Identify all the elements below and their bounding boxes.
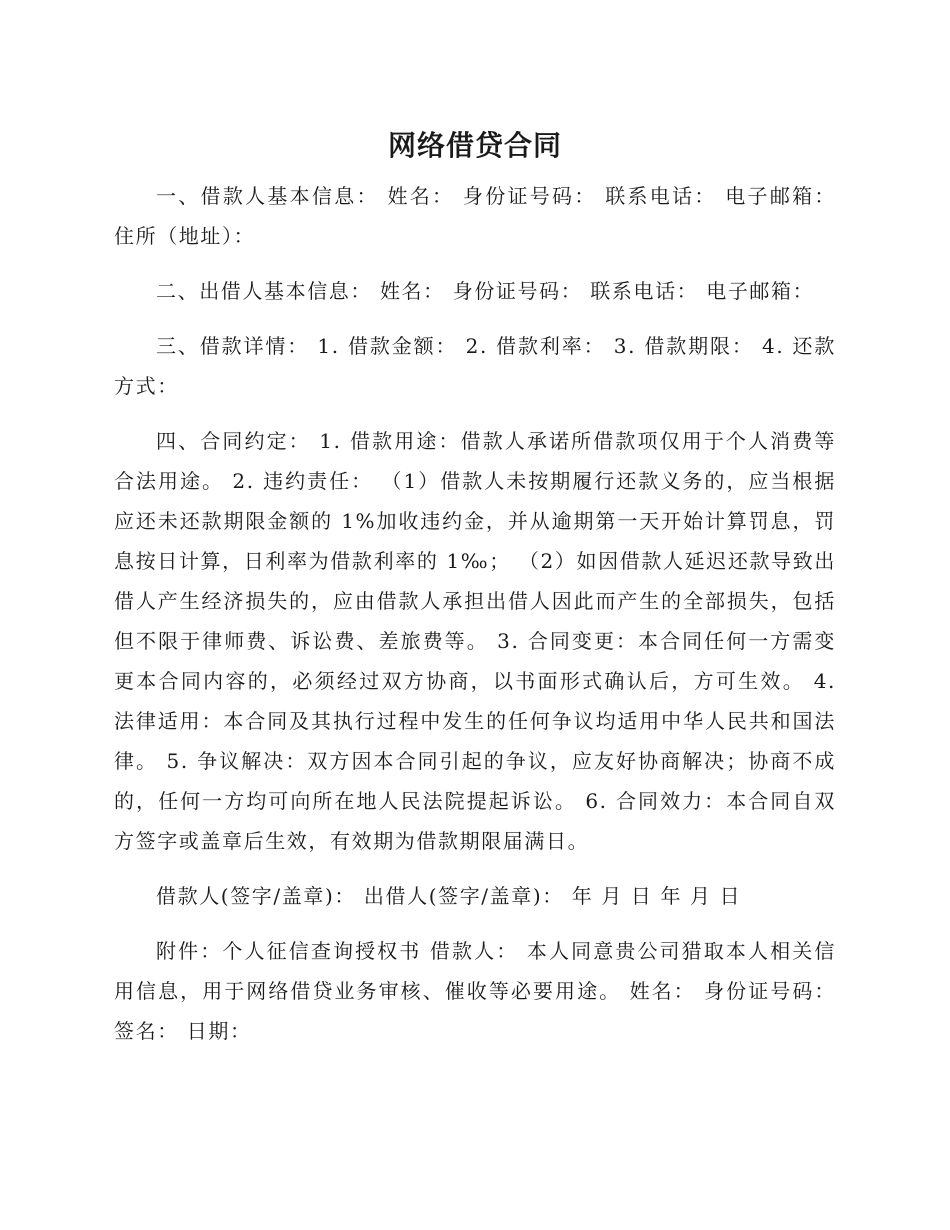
document-title: 网络借贷合同: [387, 129, 562, 162]
document-body: [114, 176, 836, 1066]
borrower-info-paragraph: 一、借款人基本信息： 姓名： 身份证号码： 联系电话： 电子邮箱： 住所（地址）：: [114, 184, 836, 248]
loan-details-paragraph: 三、借款详情： 1. 借款金额： 2. 借款利率： 3. 借款期限： 4. 还款方式：: [114, 334, 836, 398]
contract-terms-paragraph: 四、合同约定： 1. 借款用途：借款人承诺所借款项仅用于个人消费等合法用途。 2. 违约责任： （1）借款人未按期履行还款义务的，应当根据应还未还款期限金额的 1%加收违约金，并从逾期第一天开始计算罚息，罚息按日计算，日利率为借款利率的 1‰； （2）如因借款人延迟还款导致出借人产生经济损失的，应由借款人承担出借人因此而产生的全部损失，包括但不限于律师费、诉讼费、差旅费等。 3. 合同变更：本合同任何一方需变更本合同内容的，必须经过双方协商，以书面形式确认后，方可生效。 4. 法律适用：本合同及其执行过程中发生的任何争议均适用中华人民共和国法律。 5. 争议解决：双方因本合同引起的争议，应友好协商解决；协商不成的，任何一方均可向所在地人民法院提起诉讼。 6. 合同效力：本合同自双方签字或盖章后生效，有效期为借款期限届满日。: [114, 429, 836, 853]
attachment-paragraph: 附件：个人征信查询授权书 借款人： 本人同意贵公司猎取本人相关信用信息，用于网络借贷业务审核、催收等必要用途。 姓名： 身份证号码： 签名： 日期：: [114, 939, 836, 1043]
lender-info-paragraph: 二、出借人基本信息： 姓名： 身份证号码： 联系电话： 电子邮箱：: [156, 279, 815, 303]
signature-paragraph: 借款人(签字/盖章)： 出借人(签字/盖章)： 年 月 日 年 月 日: [156, 884, 742, 908]
